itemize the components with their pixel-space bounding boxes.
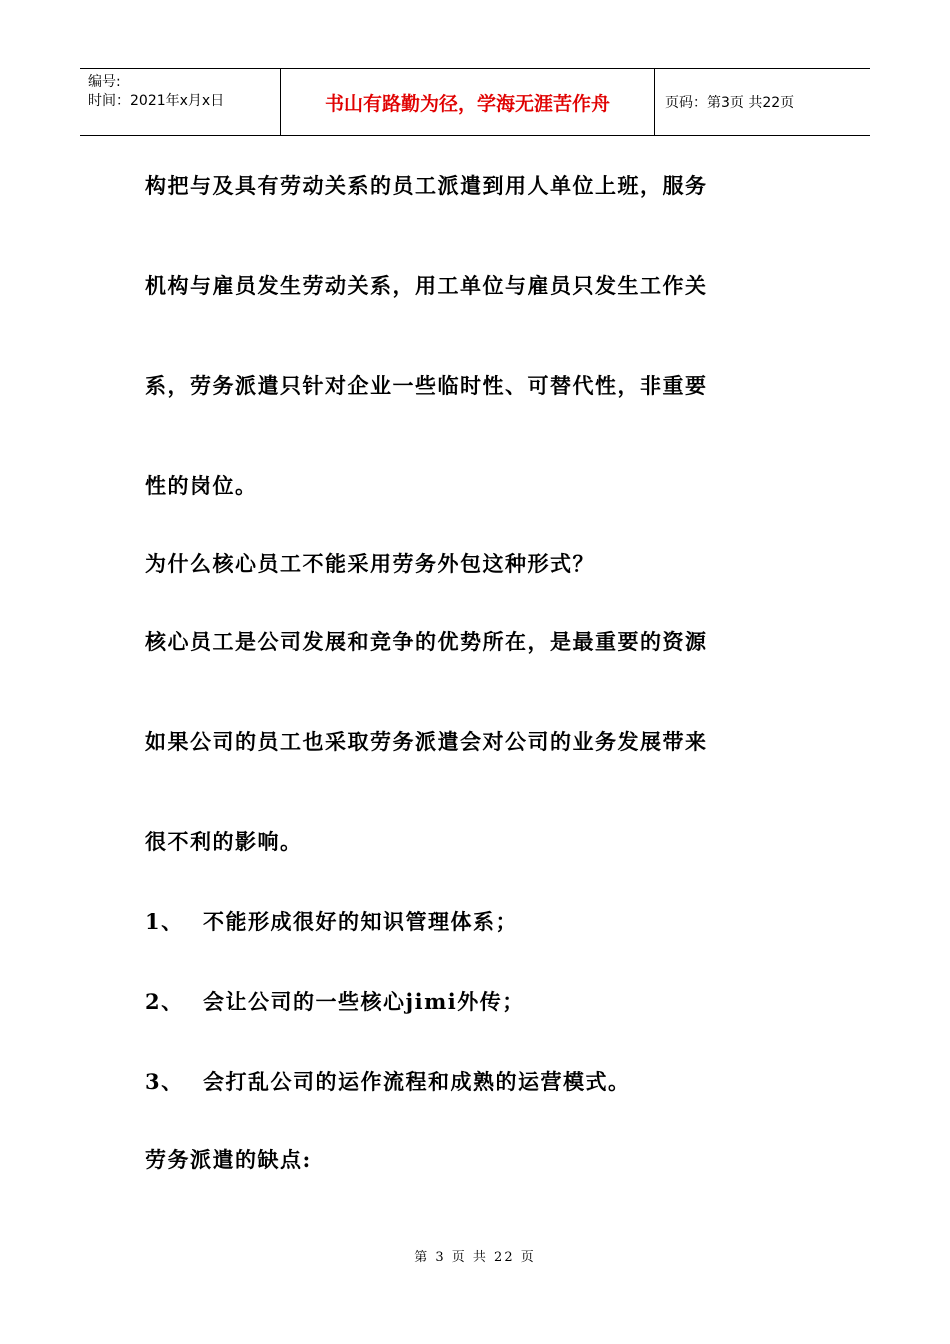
list-item (145, 1066, 631, 1096)
header-page-info: 页码：第3页 共22页 (665, 95, 795, 111)
header-motto: 书山有路勤为径，学海无涯苦作舟 (280, 69, 655, 135)
page-header (80, 68, 870, 136)
body-line: 机构与雇员发生劳动关系，用工单位与雇员只发生工作关 (145, 273, 708, 298)
list-item-text: 会打乱公司的运作流程和成熟的运营模式。 (203, 1069, 631, 1094)
list-item-text: 不能形成很好的知识管理体系； (203, 909, 518, 934)
body-line: 构把与及具有劳动关系的员工派遣到用人单位上班，服务 (145, 173, 708, 198)
body-line: 如果公司的员工也采取劳务派遣会对公司的业务发展带来 (145, 729, 708, 754)
time-label: 时间：2021年x月x日 (88, 93, 225, 109)
list-item (145, 986, 525, 1016)
list-item-number: 2、 (145, 989, 184, 1014)
header-meta (80, 69, 280, 135)
list-item-text: 会让公司的一些核心jimi外传； (203, 989, 525, 1014)
list-item-number: 3、 (145, 1069, 184, 1094)
number-label: 编号: (88, 74, 121, 90)
closing-heading: 劳务派遣的缺点: (145, 1147, 312, 1172)
body-line: 核心员工是公司发展和竞争的优势所在，是最重要的资源 (145, 629, 708, 654)
body-line: 性的岗位。 (145, 473, 258, 498)
list-item-number: 1、 (145, 909, 184, 934)
page-footer: 第 3 页 共 22 页 (414, 1250, 536, 1265)
section-question: 为什么核心员工不能采用劳务外包这种形式？ (145, 551, 595, 576)
body-line: 系，劳务派遣只针对企业一些临时性、可替代性，非重要 (145, 373, 708, 398)
body-line: 很不利的影响。 (145, 829, 303, 854)
list-item (145, 906, 518, 936)
